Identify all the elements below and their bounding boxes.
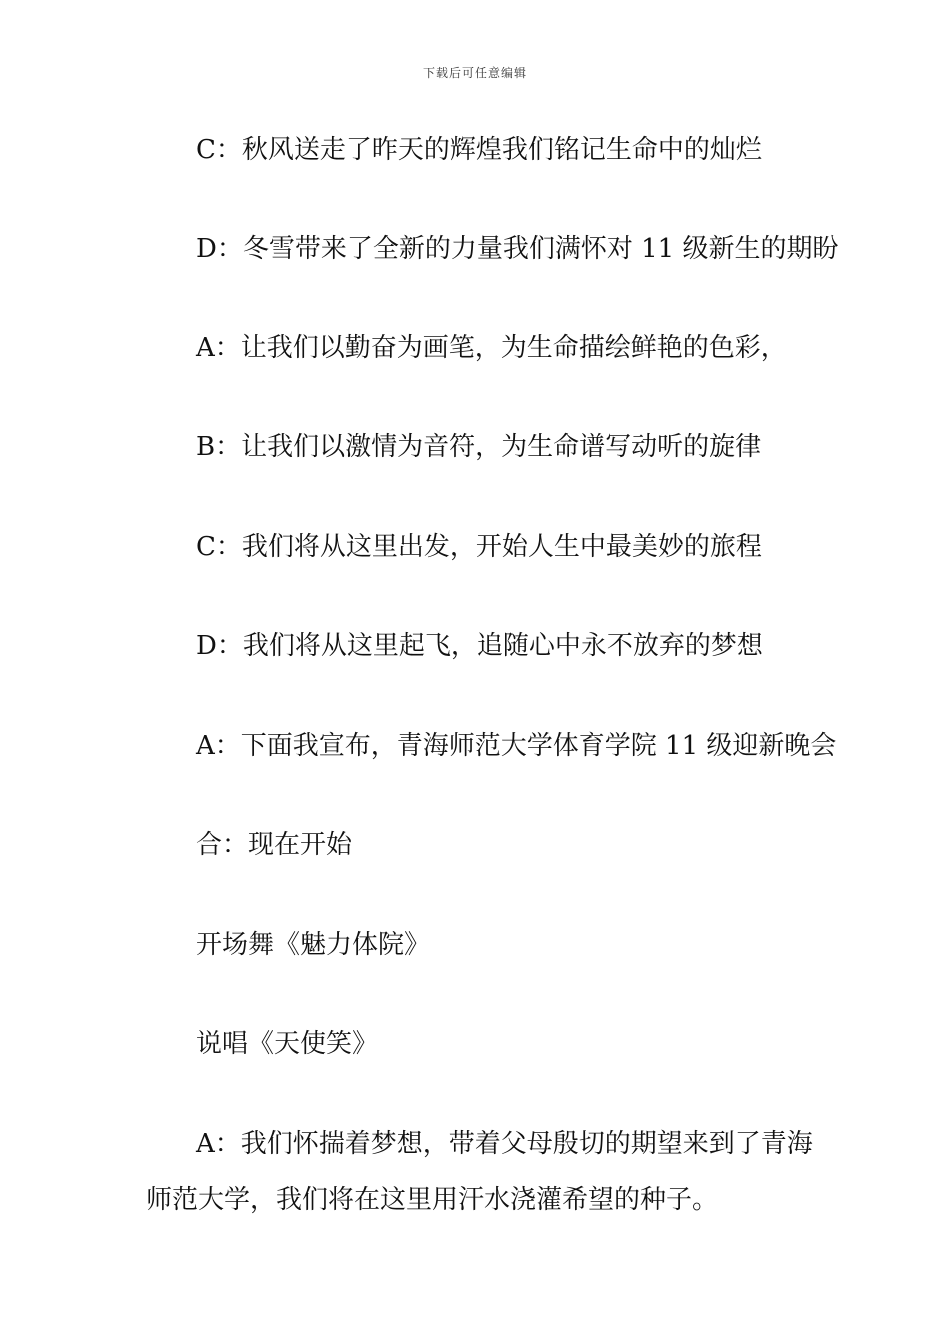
script-line-c2: C：我们将从这里出发，开始人生中最美妙的旅程 [196,532,762,562]
header-note: 下载后可任意编辑 [422,66,527,80]
program-item-opening-dance: 开场舞《魅力体院》 [196,930,431,960]
script-line-b1: B：让我们以激情为音符，为生命谱写动听的旋律 [196,432,762,462]
script-line-c1: C：秋风送走了昨天的辉煌我们铭记生命中的灿烂 [196,135,762,165]
script-line-a1: A：让我们以勤奋为画笔，为生命描绘鲜艳的色彩， [196,333,787,363]
script-line-d1: D：冬雪带来了全新的力量我们满怀对 11 级新生的期盼 [196,234,839,264]
script-line-together: 合：现在开始 [196,830,353,860]
script-line-a2: A：下面我宣布，青海师范大学体育学院 11 级迎新晚会 [196,731,837,761]
program-item-rap: 说唱《天使笑》 [196,1029,379,1059]
script-paragraph-a3: A：我们怀揣着梦想，带着父母殷切的期望来到了青海师范大学，我们将在这里用汗水浇灌希望的种子。 [146,1129,813,1215]
script-line-d2: D：我们将从这里起飞，追随心中永不放弃的梦想 [196,631,763,661]
